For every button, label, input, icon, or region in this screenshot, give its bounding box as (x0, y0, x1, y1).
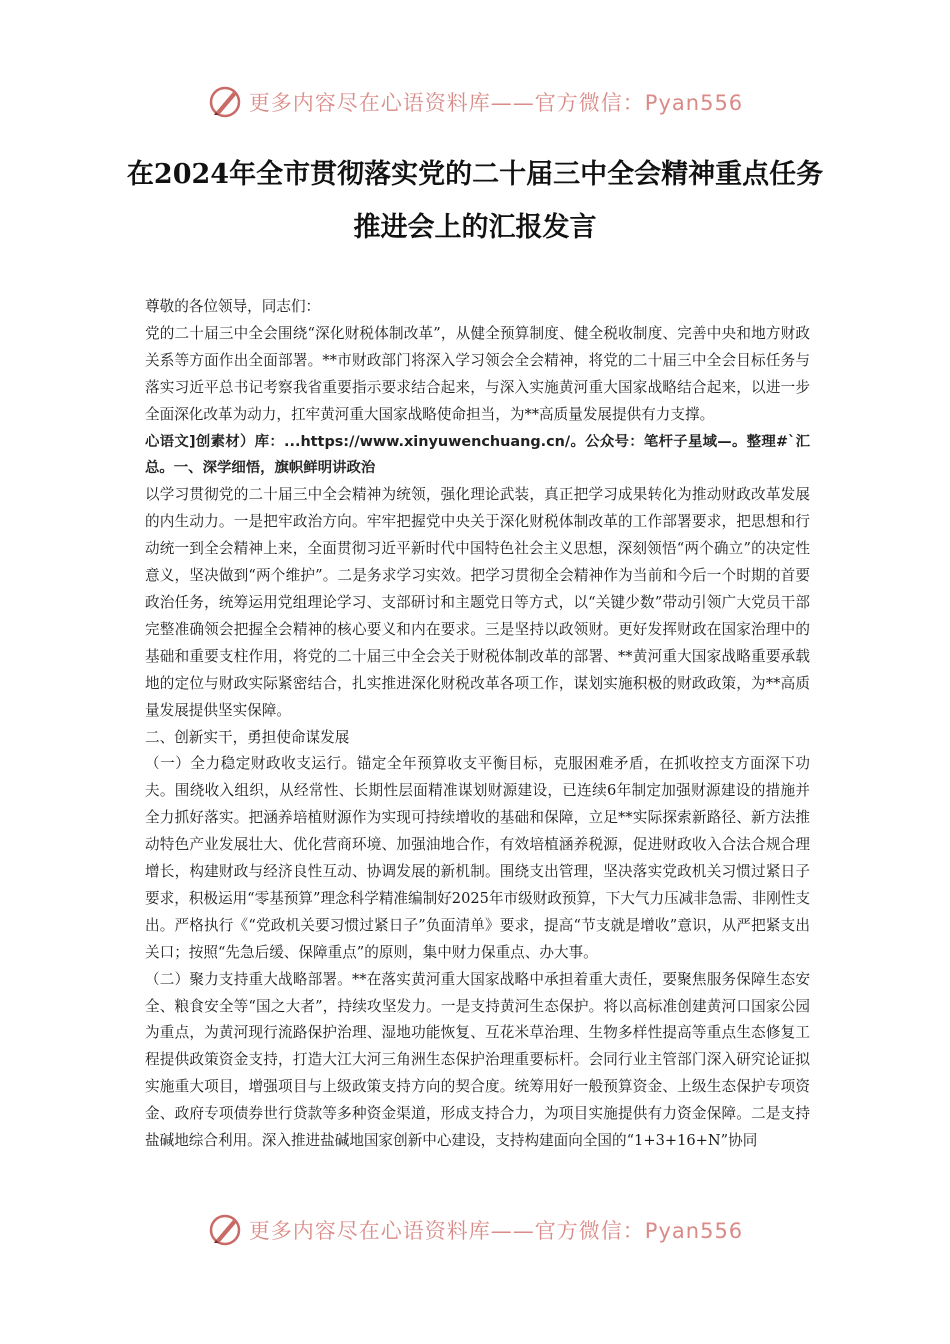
pen-logo-icon (207, 1212, 243, 1248)
watermark-text-top: 更多内容尽在心语资料库——官方微信：Pyan556 (248, 91, 744, 115)
salutation: 尊敬的各位领导，同志们： (145, 298, 321, 315)
watermark-banner-bottom (0, 1210, 950, 1250)
section-2-heading: 二、创新实干，勇担使命谋发展 (145, 728, 350, 746)
paragraph-section-2-1: （一）全力稳定财政收支运行。锚定全年预算收支平衡目标，克服困难矛盾，在抓收控支方面深下功夫。围绕收入组织，从经常性、长期性层面精准谋划财源建设，已连续6年制定加强财源建设的措施并全力抓好落实。把涵养培植财源作为实现可持续增收的基础和保障，立足**实际探索新路径、新方法推动特色产业发展壮大、优化营商环境、加强油地合作，有效培植涵养税源，促进财政收入合法合规合理增长，构建财政与经济良性互动、协调发展的新机制。围绕支出管理，坚决落实党政机关习惯过紧日子要求，积极运用“零基预算”理念科学精准编制好2025年市级财政预算，下大气力压减非急需、非刚性支出。严格执行《“党政机关要习惯过紧日子”负面清单》要求，提高“节支就是增收”意识，从严把紧支出关口；按照“先急后缓、保障重点”的原则，集中财力保重点、办大事。 (145, 755, 811, 961)
pen-logo-icon (207, 84, 243, 120)
paragraph-section-1: 以学习贯彻党的二十届三中全会精神为统领，强化理论武装，真正把学习成果转化为推动财政改革发展的内生动力。一是把牢政治方向。牢牢把握党中央关于深化财税体制改革的工作部署要求，把思想和行动统一到全会精神上来，全面贯彻习近平新时代中国特色社会主义思想，深刻领悟“两个确立”的决定性意义，坚决做到“两个维护”。二是务求学习实效。把学习贯彻全会精神作为当前和今后一个时期的首要政治任务，统筹运用党组理论学习、支部研讨和主题党日等方式，以“关键少数”带动引领广大党员干部完整准确领会把握全会精神的核心要义和内在要求。三是坚持以政领财。更好发挥财政在国家治理中的基础和重要支柱作用，将党的二十届三中全会关于财税体制改革的部署、**黄河重大国家战略重要承载地的定位与财政实际紧密结合，扎实推进深化财税改革各项工作，谋划实施积极的财政政策，为**高质量发展提供坚实保障。 (145, 486, 810, 719)
document-body (145, 294, 810, 1155)
watermark-text-bottom: 更多内容尽在心语资料库——官方微信：Pyan556 (248, 1219, 744, 1243)
document-title: 在2024年全市贯彻落实党的二十届三中全会精神重点任务推进会上的汇报发言 (126, 159, 824, 243)
watermark-banner-top (0, 82, 950, 122)
promo-line-and-section-1-heading: 心语文]创素材）库：...https://www.xinyuwenchuang.cn/。公众号：笔杆子星域—。整理#`汇总。一、深学细悟，旗帜鲜明讲政治 (145, 433, 810, 477)
paragraph-intro: 党的二十届三中全会围绕“深化财税体制改革”，从健全预算制度、健全税收制度、完善中央和地方财政关系等方面作出全面部署。**市财政部门将深入学习领会全会精神，将党的二十届三中全会目标任务与落实习近平总书记考察我省重要指示要求结合起来，与深入实施黄河重大国家战略结合起来，以进一步全面深化改革为动力，扛牢黄河重大国家战略使命担当，为**高质量发展提供有力支撑。 (145, 324, 810, 423)
paragraph-section-2-2: （二）聚力支持重大战略部署。**在落实黄河重大国家战略中承担着重大责任，要聚焦服务保障生态安全、粮食安全等“国之大者”，持续攻坚发力。一是支持黄河生态保护。将以高标准创建黄河口国家公园为重点，为黄河现行流路保护治理、湿地功能恢复、互花米草治理、生物多样性提高等重点生态修复工程提供政策资金支持，打造大江大河三角洲生态保护治理重要标杆。会同行业主管部门深入研究论证拟实施重大项目，增强项目与上级政策支持方向的契合度。统筹用好一般预算资金、上级生态保护专项资金、政府专项债券世行贷款等多种资金渠道，形成支持合力，为项目实施提供有力资金保障。二是支持盐碱地综合利用。深入推进盐碱地国家创新中心建设，支持构建面向全国的“1+3+16+N”协同 (145, 970, 810, 1150)
